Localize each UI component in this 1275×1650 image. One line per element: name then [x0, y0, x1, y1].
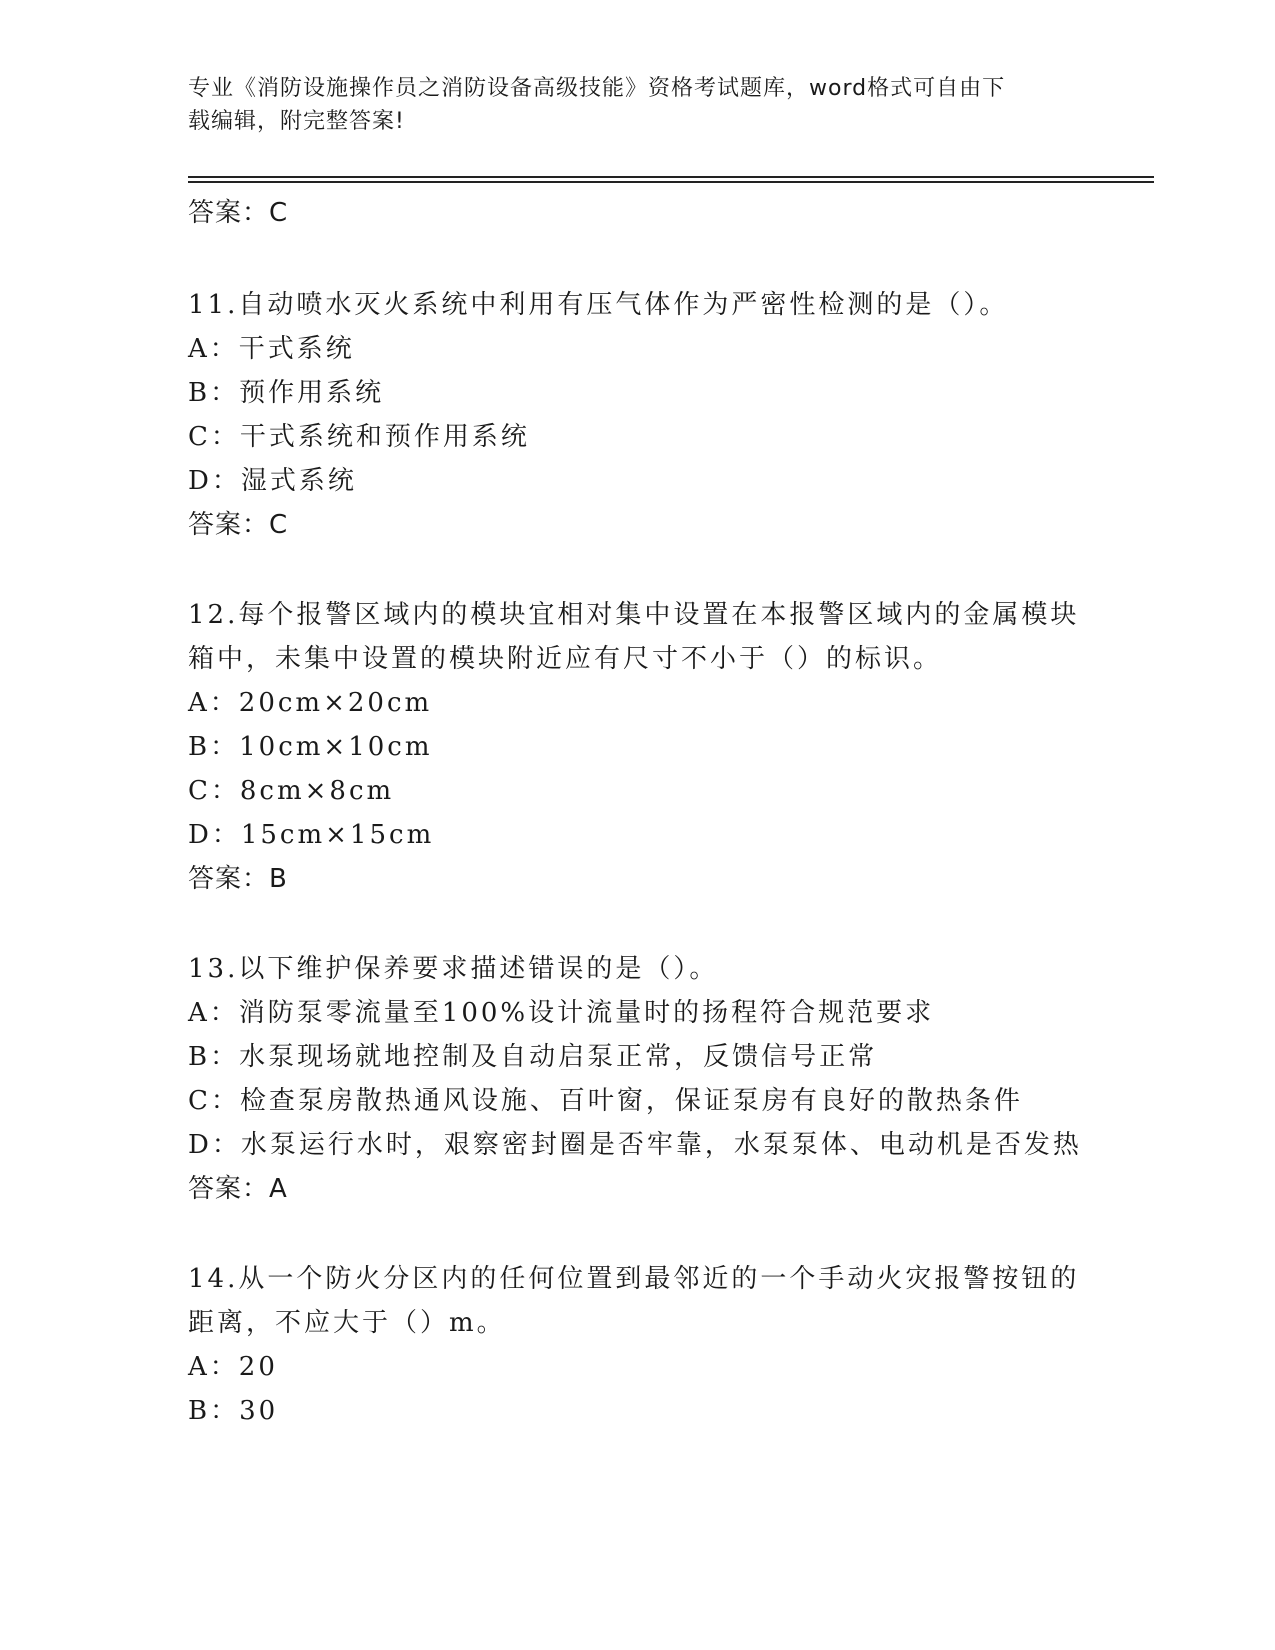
- question-14-option-a: A：20: [188, 1352, 278, 1382]
- question-13-stem: 13.以下维护保养要求描述错误的是（）。: [188, 954, 719, 984]
- question-12-option-d: D：15cm×15cm: [188, 820, 435, 850]
- question-12-stem-line-2: 箱中，未集中设置的模块附近应有尺寸不小于（）的标识。: [188, 644, 943, 674]
- question-14-option-b: B：30: [188, 1396, 279, 1426]
- question-11-answer: 答案：C: [188, 510, 289, 540]
- question-13-option-c: C：检查泵房散热通风设施、百叶窗，保证泵房有良好的散热条件: [188, 1086, 1023, 1116]
- header-line-2: 载编辑，附完整答案!: [188, 109, 405, 134]
- question-13-option-d: D：水泵运行水时，艰察密封圈是否牢靠，水泵泵体、电动机是否发热: [188, 1130, 1082, 1160]
- question-11-option-a: A：干式系统: [188, 334, 355, 364]
- question-11-option-c: C：干式系统和预作用系统: [188, 422, 530, 452]
- question-14-stem-line-2: 距离，不应大于（）m。: [188, 1308, 506, 1338]
- question-13-answer: 答案：A: [188, 1174, 288, 1204]
- question-11-option-d: D：湿式系统: [188, 466, 357, 496]
- question-11-option-b: B：预作用系统: [188, 378, 385, 408]
- header-divider-top: [188, 176, 1154, 178]
- answer-prev: 答案：C: [188, 198, 289, 228]
- question-12-option-b: B：10cm×10cm: [188, 732, 433, 762]
- question-12-stem-line-1: 12.每个报警区域内的模块宜相对集中设置在本报警区域内的金属模块: [188, 600, 1080, 630]
- question-13-option-b: B：水泵现场就地控制及自动启泵正常，反馈信号正常: [188, 1042, 878, 1072]
- question-12-answer: 答案：B: [188, 864, 288, 894]
- question-11-stem: 11.自动喷水灭火系统中利用有压气体作为严密性检测的是（）。: [188, 290, 1009, 320]
- header-divider-bottom: [188, 181, 1154, 183]
- header-line-1: 专业《消防设施操作员之消防设备高级技能》资格考试题库，word格式可自由下: [188, 76, 1006, 101]
- question-14-stem-line-1: 14.从一个防火分区内的任何位置到最邻近的一个手动火灾报警按钮的: [188, 1264, 1080, 1294]
- document-header: [188, 72, 1088, 138]
- question-12-option-a: A：20cm×20cm: [188, 688, 433, 718]
- question-13-option-a: A：消防泵零流量至100%设计流量时的扬程符合规范要求: [188, 998, 935, 1028]
- question-12-option-c: C：8cm×8cm: [188, 776, 395, 806]
